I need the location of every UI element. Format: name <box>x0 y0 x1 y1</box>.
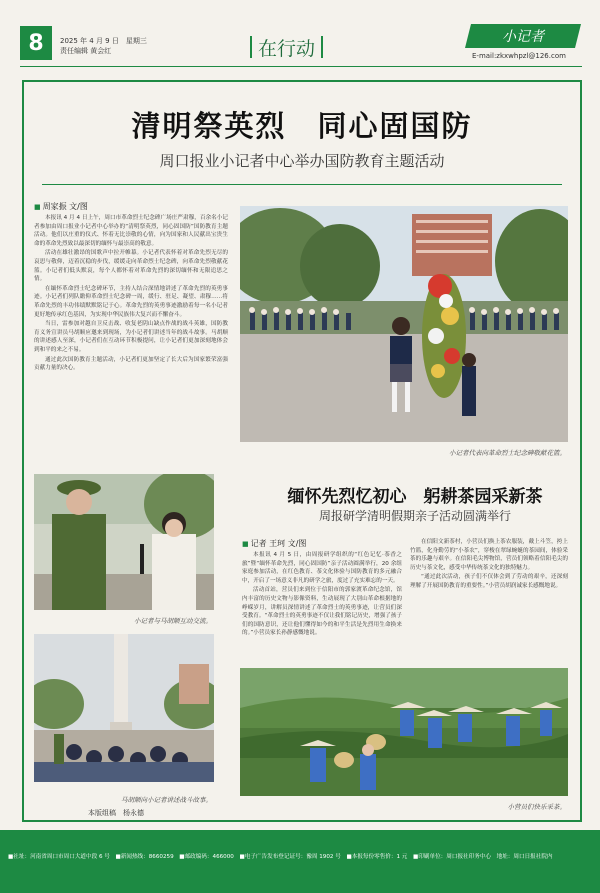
divider <box>42 184 562 185</box>
left-photo-2 <box>34 634 214 782</box>
brand-badge <box>465 24 581 48</box>
article1-byline: ■ 周家振 文/图 <box>34 201 88 212</box>
paragraph: 在信阳文新茶村，小营员们换上茶农服装，戴上斗笠，挎上竹篮，化身勤劳的“小茶农”，穿梭在翠绿蜿蜒的茶园间，体验采茶的乐趣与艰辛。在信阳毛尖博物馆，营员们领略着信阳毛尖的历史与茶文化，感受中华传统茶文化的独特魅力。 <box>410 539 568 571</box>
paragraph: 当日，雷参加对越自卫反击战、收复老阴山缺点作战的战斗英雄，国防教育义务宣讲员马胡顺应邀来到现场，为小记者们讲述当年的战斗故事。马胡顺的讲述感人至深，小记者们在互动环节积极提问，让小记者们更加深刻地体会到和平的来之不易。 <box>34 321 228 353</box>
editor-line: 责任编辑 黄会红 <box>60 47 112 55</box>
article2-byline: ■ 记者 王珂 文/图 <box>242 538 306 549</box>
page-number: 8 <box>20 26 52 60</box>
article1-subtitle: 周口报业小记者中心举办国防教育主题活动 <box>159 152 445 170</box>
monument-story-photo <box>34 634 214 782</box>
section-title: 在行动 <box>258 34 315 61</box>
article2-column-1 <box>242 551 402 661</box>
tea-photo-caption: 小营员们快乐采茶。 <box>507 803 566 811</box>
main-photo <box>240 206 568 442</box>
brand-label: 小记者 <box>502 29 544 45</box>
footer-text: ■社址：河南省周口市周口大道中段 6 号 ■新闻热线：8660259 ■邮政编码：466000 ■电子广告发布登记证号：豫周 1902 号 ■本报每份零售价：1 元 ■印刷单位：周口报社印务中心 地址：周口日报社院内 <box>8 854 553 860</box>
tea-picking-photo <box>240 668 568 796</box>
article2-column-2 <box>410 538 568 662</box>
paragraph: 通过此次国防教育主题活动，小记者们更加坚定了长大后为国家繁荣富强贡献力量的决心。 <box>34 356 228 372</box>
header-rule <box>20 66 582 67</box>
paragraph: “通过此次活动，孩子们不仅体会到了劳动的艰辛，还深刻理解了开展国防教育的重要性。”小营员胡润诚家长感慨地说。 <box>410 574 568 589</box>
date-line: 2025 年 4 月 9 日 星期三 <box>60 37 147 45</box>
left-photo-2-caption: 马胡顺向小记者讲述战斗故事。 <box>121 796 212 804</box>
paragraph: 活动在雄壮激昂的国歌声中拉开帷幕。小记者代表怀着对革命先烈无尽的哀思与敬仰，迈着沉稳的步伐，缓缓走向革命烈士纪念碑，向革命先烈敬献花篮。小记者们低头默哀，每个人都怀着对革命先烈的深切缅怀和无限追思之情。 <box>34 250 228 283</box>
paragraph: 在缅怀革命烈士纪念碑环节，主持人结合深情地讲述了革命先烈的英勇事迹。小记者们列队瞻仰革命烈士纪念碑一周，缓行、驻足、凝望、肃穆……将革命先烈的丰功伟绩默默铭记于心。革命先烈的英勇事迹激励着每一名小记者更好地传承红色基因，为实现中华民族伟大复兴而不懈奋斗。 <box>34 285 228 318</box>
main-photo-caption: 小记者代表向革命烈士纪念碑敬献花篮。 <box>449 449 566 457</box>
left-photo-1 <box>34 474 214 610</box>
email: E-mail:zkxwhpzl@126.com <box>472 52 566 60</box>
veteran-interview-photo <box>34 474 214 610</box>
paragraph: 活动首站，营员们来到位于信阳市的郭家渡革命纪念馆，馆内丰富的历史文物与影像资料，生动展现了大别山革命根据地的峥嵘岁月，讲解员深情讲述了革命烈士的英勇事迹，让营员们深受教育。“革命烈士的英勇事迹不仅让我们铭记历史，增强了孩子们的国防意识，还让他们懂得如今的和平生活是先烈用生命换来的。”小营员家长孙静感慨地说。 <box>242 587 402 637</box>
article1-title: 清明祭英烈 同心固国防 <box>131 109 473 143</box>
paragraph: 本报讯 4 月 4 日上午，周口市革命烈士纪念碑广场庄严肃穆，百余名小记者参加由周口报业小记者中心举办的“清明祭英烈，同心固国防”国防教育主题活动。他们以庄重的仪式、怀着无比崇敬的心情，向为国家和人民献出宝贵生命的革命先烈致以最深切的缅怀与最崇高的敬意。 <box>34 215 228 247</box>
wreath-ceremony-photo <box>240 206 568 442</box>
article2-title: 缅怀先烈忆初心 躬耕茶园采新茶 <box>287 487 543 507</box>
tea-photo <box>240 668 568 796</box>
paragraph: 本报讯 4 月 5 日，由周报研学组织的“红色记忆·茶香之旅”暨“缅怀革命先烈，同心固国防”亲子活动圆满举行，20 余组家庭参加活动，在红色教育、茶文化体验与国防教育的多元融合中，开启了一场意义非凡的研学之旅，度过了充实难忘的一天。 <box>242 552 402 584</box>
left-photo-1-caption: 小记者与马胡顺互动交流。 <box>134 617 212 625</box>
article1-body <box>34 214 228 464</box>
article2-subtitle: 周报研学清明假期亲子活动圆满举行 <box>318 509 511 523</box>
page-editor: 本版组稿 杨永德 <box>88 809 144 817</box>
footer-bar <box>0 830 600 893</box>
